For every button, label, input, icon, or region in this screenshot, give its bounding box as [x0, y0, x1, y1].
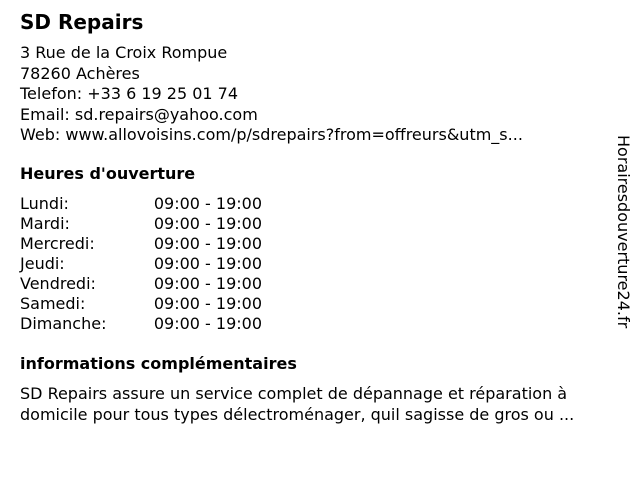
- info-description: [20, 384, 625, 425]
- email-line: Email: sd.repairs@yahoo.com: [20, 104, 258, 124]
- hours-day: Lundi:: [20, 194, 69, 213]
- hours-heading: Heures d'ouverture: [20, 164, 196, 183]
- address-line-street: 3 Rue de la Croix Rompue: [20, 43, 228, 62]
- info-line-1: SD Repairs assure un service complet de dépannage et réparation à: [20, 384, 568, 403]
- hours-day: Mercredi:: [20, 234, 95, 253]
- info-line-2: domicile pour tous types délectroménager, quil sagisse de gros ou ...: [20, 404, 575, 424]
- hours-day: Dimanche:: [20, 314, 107, 333]
- hours-time: 09:00 - 19:00: [153, 294, 262, 313]
- hours-time: 09:00 - 19:00: [153, 274, 262, 293]
- hours-time: 09:00 - 19:00: [153, 194, 262, 213]
- contact-block: [20, 43, 523, 146]
- hours-day: Samedi:: [20, 294, 86, 313]
- info-heading: informations complémentaires: [20, 354, 297, 373]
- business-name: SD Repairs: [20, 10, 144, 34]
- web-line: Web: www.allovoisins.com/p/sdrepairs?from=offreurs&utm_s...: [20, 125, 523, 144]
- address-line-city: 78260 Achères: [20, 63, 140, 83]
- hours-time: 09:00 - 19:00: [153, 214, 262, 233]
- hours-day: Jeudi:: [20, 254, 65, 273]
- hours-time: 09:00 - 19:00: [153, 314, 262, 333]
- phone-line: Telefon: +33 6 19 25 01 74: [20, 84, 239, 103]
- hours-day: Vendredi:: [20, 274, 96, 293]
- site-watermark: Horairesdouverture24.fr: [614, 135, 633, 329]
- hours-day: Mardi:: [20, 214, 70, 233]
- hours-time: 09:00 - 19:00: [153, 234, 262, 253]
- hours-time: 09:00 - 19:00: [153, 254, 262, 273]
